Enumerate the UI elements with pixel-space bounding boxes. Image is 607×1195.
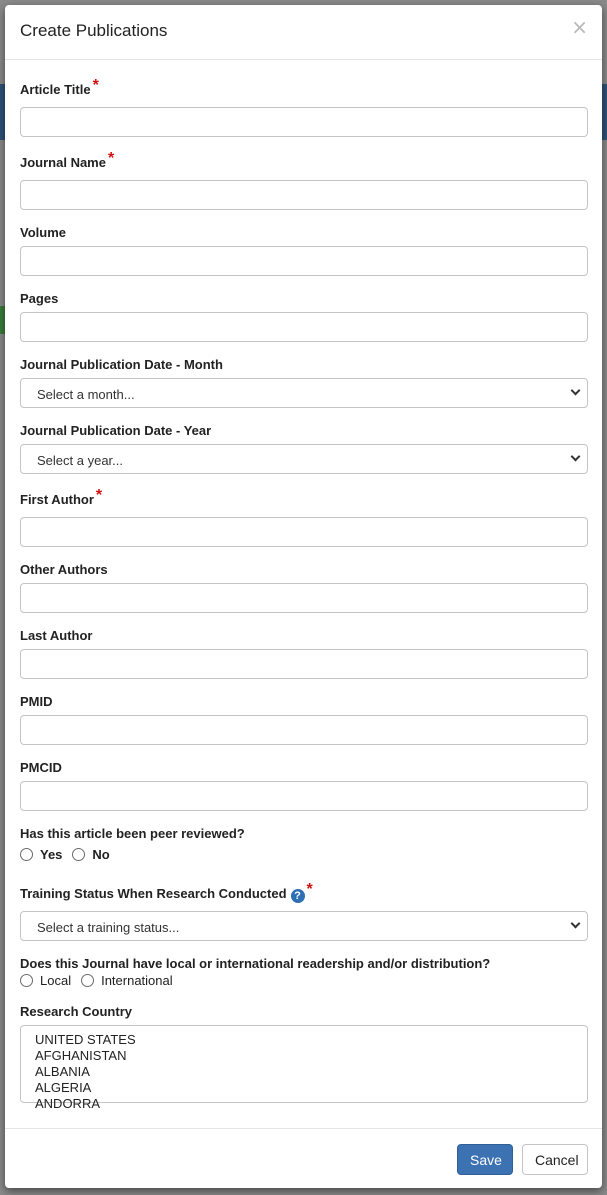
- required-marker: *: [92, 77, 99, 94]
- volume-input[interactable]: [20, 246, 588, 276]
- article-title-group: [20, 77, 588, 99]
- chevron-down-icon: [571, 386, 581, 396]
- research-country-group: [20, 1004, 588, 1111]
- readership-options: [20, 973, 183, 988]
- pub-year-selected: Select a year...: [37, 453, 123, 468]
- pages-input[interactable]: [20, 312, 588, 342]
- pmid-group: [20, 694, 588, 709]
- question-circle-icon[interactable]: ?: [291, 889, 305, 903]
- peer-reviewed-options: [20, 847, 120, 862]
- journal-name-label: Journal Name *: [20, 150, 115, 170]
- peer-reviewed-yes-radio[interactable]: [20, 848, 33, 861]
- pages-group: [20, 291, 588, 306]
- pmcid-input[interactable]: [20, 781, 588, 811]
- other-authors-input[interactable]: [20, 583, 588, 613]
- pmid-input[interactable]: [20, 715, 588, 745]
- peer-reviewed-yes-label[interactable]: Yes: [40, 847, 63, 862]
- modal-header: [5, 5, 602, 60]
- pub-year-select[interactable]: [20, 444, 588, 474]
- article-title-input[interactable]: [20, 107, 588, 137]
- peer-reviewed-no-radio[interactable]: [72, 848, 85, 861]
- readership-local-radio[interactable]: [20, 974, 33, 987]
- article-title-label: Article Title *: [20, 77, 99, 97]
- journal-name-input[interactable]: [20, 180, 588, 210]
- modal-footer: [5, 1128, 602, 1189]
- last-author-label: Last Author: [20, 628, 93, 643]
- pub-month-label: Journal Publication Date - Month: [20, 357, 223, 372]
- peer-reviewed-group: [20, 826, 588, 862]
- pub-year-group: [20, 423, 588, 468]
- pmcid-label: PMCID: [20, 760, 62, 775]
- peer-reviewed-label: Has this article been peer reviewed?: [20, 826, 245, 841]
- last-author-input[interactable]: [20, 649, 588, 679]
- readership-label: Does this Journal have local or international readership and/or distribution?: [20, 956, 491, 971]
- first-author-group: [20, 487, 588, 509]
- country-option[interactable]: ALBANIA: [35, 1064, 90, 1079]
- country-option[interactable]: ALGERIA: [35, 1080, 92, 1095]
- readership-international-radio[interactable]: [81, 974, 94, 987]
- research-country-label: Research Country: [20, 1004, 132, 1019]
- readership-local-label[interactable]: Local: [40, 973, 72, 988]
- peer-reviewed-no-label[interactable]: No: [92, 847, 110, 862]
- volume-group: [20, 225, 588, 240]
- pages-label: Pages: [20, 291, 59, 306]
- training-status-selected: Select a training status...: [37, 920, 180, 935]
- chevron-down-icon: [571, 452, 581, 462]
- volume-label: Volume: [20, 225, 66, 240]
- journal-name-group: [20, 150, 588, 172]
- pub-month-group: [20, 357, 588, 402]
- last-author-group: [20, 628, 588, 643]
- research-country-listbox[interactable]: [20, 1025, 588, 1111]
- readership-group: [20, 956, 588, 988]
- pmcid-group: [20, 760, 588, 775]
- readership-international-label[interactable]: International: [101, 973, 173, 988]
- pub-month-selected: Select a month...: [37, 387, 135, 402]
- country-option[interactable]: UNITED STATES: [35, 1032, 136, 1047]
- training-status-label: Training Status When Research Conducted ? *: [20, 881, 313, 902]
- required-marker: *: [95, 487, 103, 504]
- save-button[interactable]: Save: [457, 1144, 513, 1175]
- pub-year-label: Journal Publication Date - Year: [20, 423, 212, 438]
- country-option[interactable]: ANDORRA: [35, 1096, 101, 1111]
- required-marker: *: [306, 881, 313, 898]
- pub-month-select[interactable]: [20, 378, 588, 408]
- first-author-label: First Author *: [20, 487, 103, 507]
- first-author-input[interactable]: [20, 517, 588, 547]
- other-authors-group: [20, 562, 588, 577]
- other-authors-label: Other Authors: [20, 562, 108, 577]
- chevron-down-icon: [571, 919, 581, 929]
- training-status-select[interactable]: [20, 911, 588, 941]
- modal-title: Create Publications: [20, 21, 168, 40]
- country-option[interactable]: AFGHANISTAN: [35, 1048, 127, 1063]
- training-status-group: [20, 881, 588, 935]
- create-publications-modal: [5, 5, 602, 1188]
- required-marker: *: [107, 150, 115, 167]
- pmid-label: PMID: [20, 694, 53, 709]
- cancel-button[interactable]: Cancel: [522, 1144, 588, 1175]
- close-icon[interactable]: ×: [571, 15, 588, 39]
